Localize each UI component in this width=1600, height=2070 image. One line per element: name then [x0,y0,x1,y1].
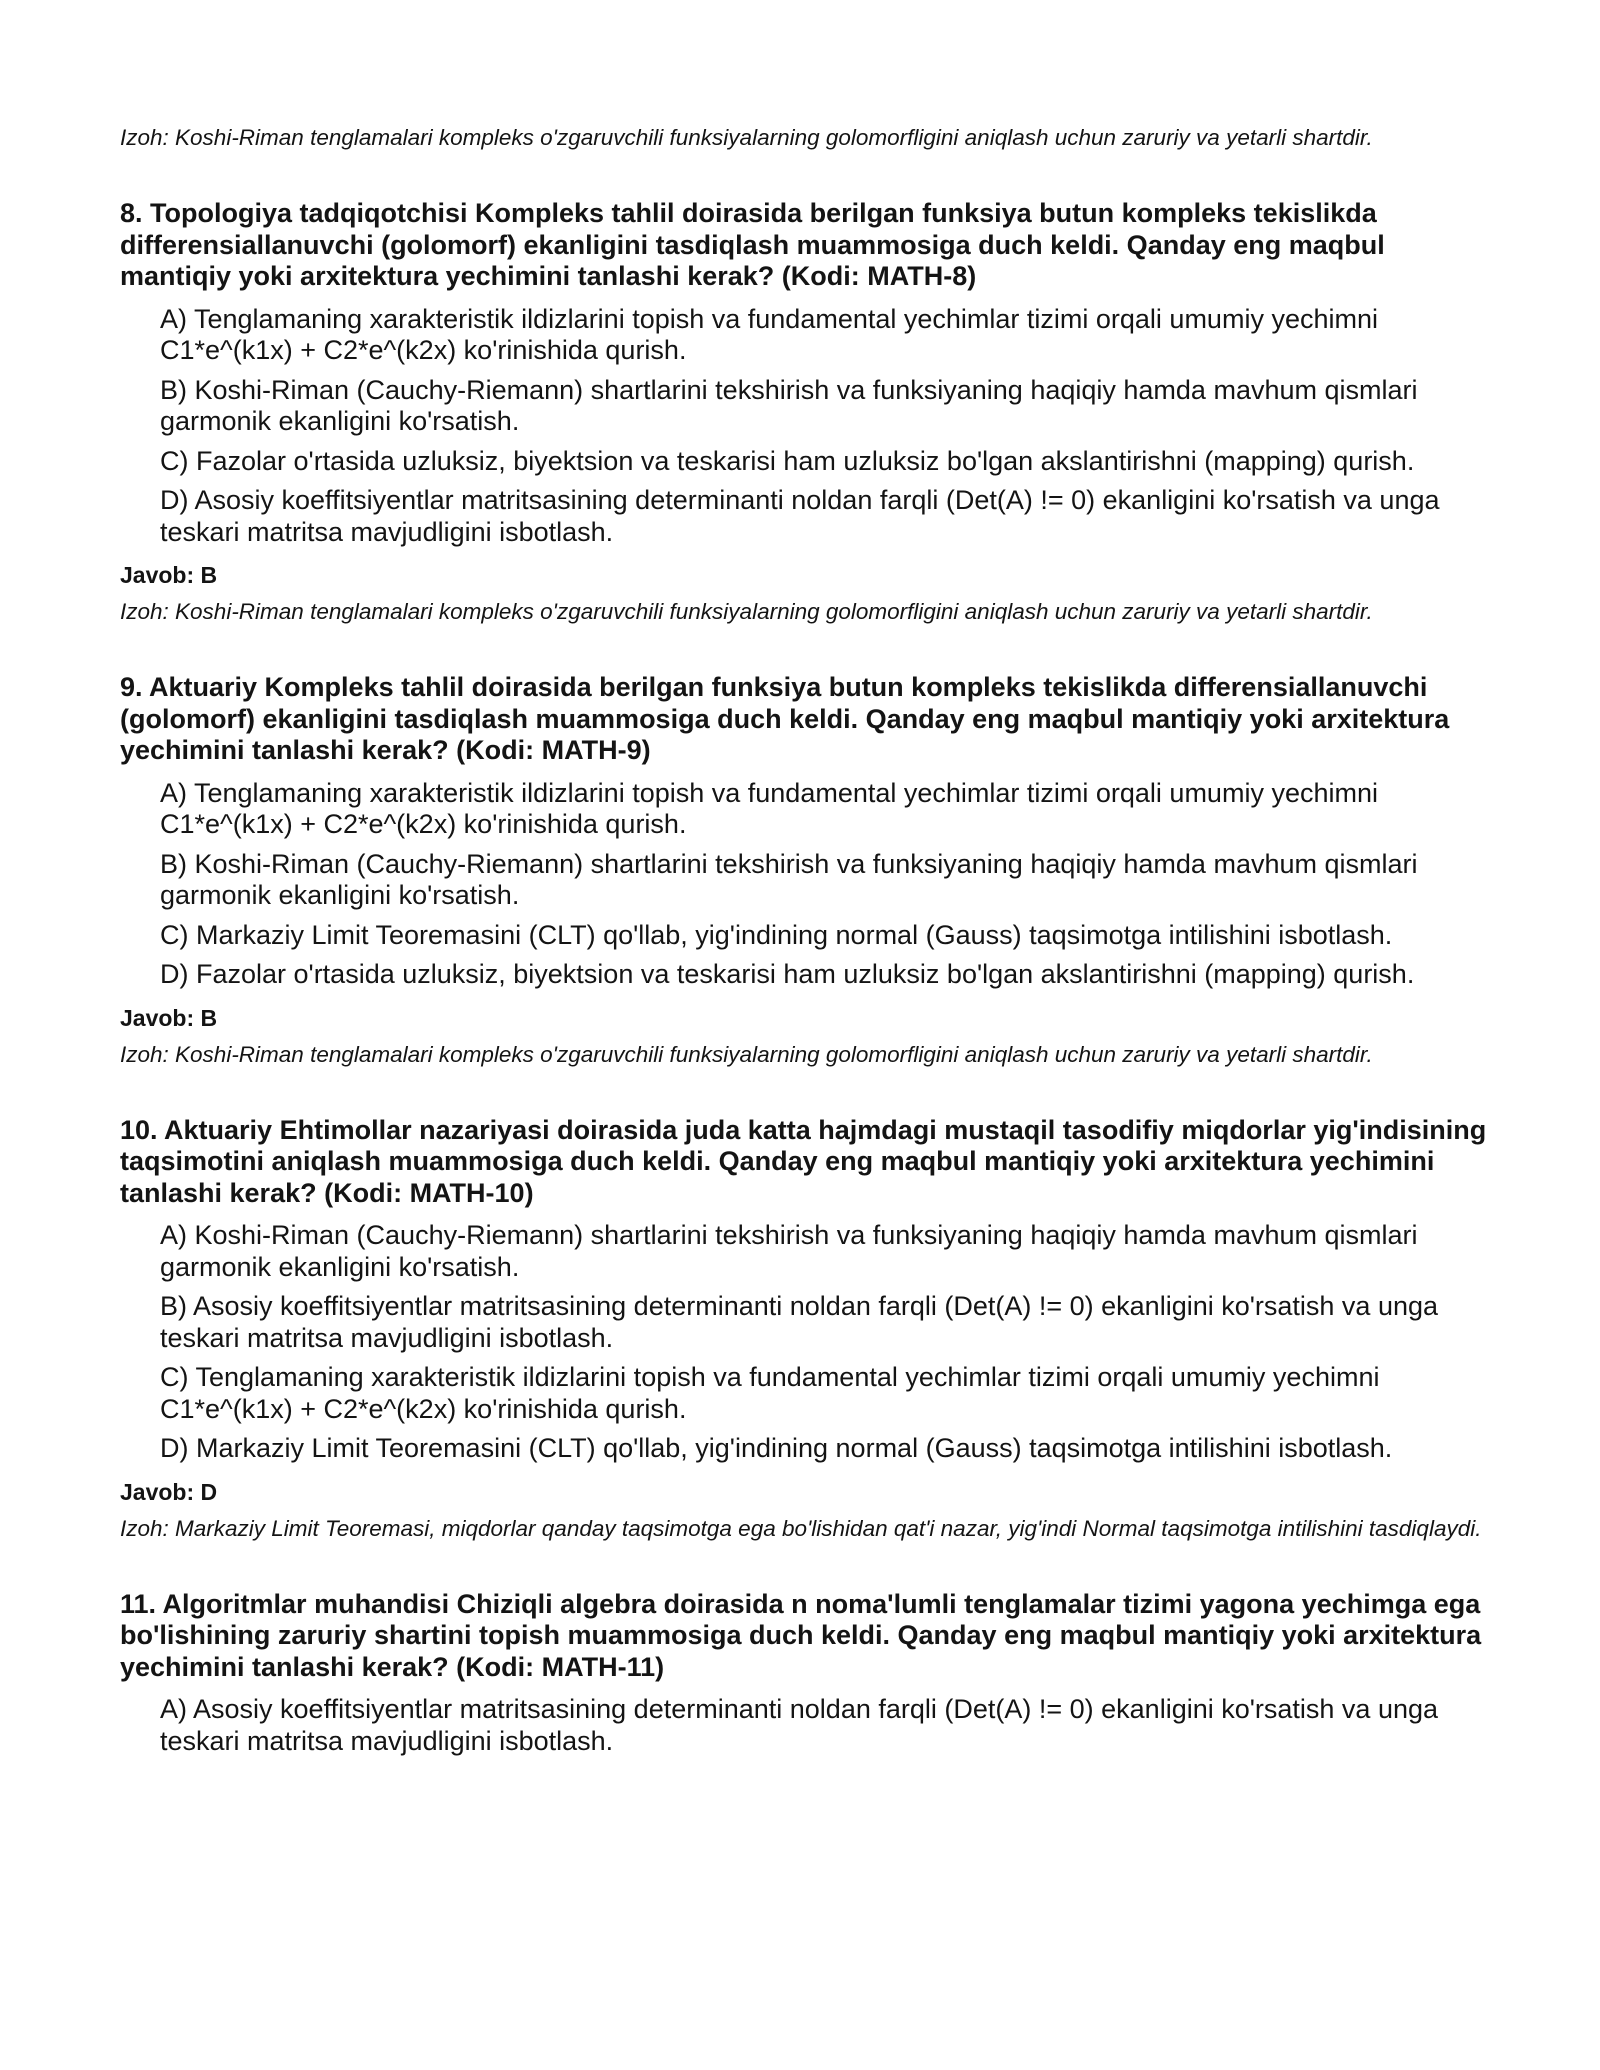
explanation: Izoh: Koshi-Riman tenglamalari kompleks o'zgaruvchili funksiyalarning golomorfligini aniqlash uchun zaruriy va yetarli shartdir. [120,1041,1373,1067]
question-block-11 [120,1589,1490,1758]
question-title: 9. Aktuariy Kompleks tahlil doirasida berilgan funksiya butun kompleks tekislikda differensiallanuvchi (golomorf) ekanligini tasdiqlash muammosiga duch keldi. Qanday eng maqbul mantiqiy yoki arxitektura yechimini tanlashi kerak? (Kodi: MATH-9) [120,672,1450,765]
option-a: A) Asosiy koeffitsiyentlar matritsasining determinanti noldan farqli (Det(A) != 0) ekanligini ko'rsatish va unga teskari matritsa mavjudligini isbotlash. [160,1694,1439,1756]
option-c: C) Fazolar o'rtasida uzluksiz, biyektsion va teskarisi ham uzluksiz bo'lgan akslantirishni (mapping) qurish. [160,445,1415,476]
answer-label: Javob: B [120,1004,218,1031]
option-b: B) Asosiy koeffitsiyentlar matritsasining determinanti noldan farqli (Det(A) != 0) ekanligini ko'rsatish va unga teskari matritsa mavjudligini isbotlash. [160,1291,1439,1353]
question-block-8 [120,198,1490,628]
question-title: 10. Aktuariy Ehtimollar nazariyasi doirasida juda katta hajmdagi mustaqil tasodifiy miqdorlar yig'indisining taqsimotini aniqlash muammosiga duch keldi. Qanday eng maqbul mantiqiy yoki arxitektura yechimini tanlashi kerak? (Kodi: MATH-10) [120,1114,1487,1208]
option-a: A) Tenglamaning xarakteristik ildizlarini topish va fundamental yechimlar tizimi orqali umumiy yechimni C1*e^(k1x) + C2*e^(k2x) ko'rinishida qurish. [160,777,1378,839]
option-a: A) Tenglamaning xarakteristik ildizlarini topish va fundamental yechimlar tizimi orqali umumiy yechimni C1*e^(k1x) + C2*e^(k2x) ko'rinishida qurish. [160,303,1378,365]
option-d: D) Markaziy Limit Teoremasini (CLT) qo'llab, yig'indining normal (Gauss) taqsimotga intilishini isbotlash. [160,1433,1393,1463]
option-b: B) Koshi-Riman (Cauchy-Riemann) shartlarini tekshirish va funksiyaning haqiqiy hamda mavhum qismlari garmonik ekanligini ko'rsatish. [160,374,1418,436]
option-c: C) Tenglamaning xarakteristik ildizlarini topish va fundamental yechimlar tizimi orqali umumiy yechimni C1*e^(k1x) + C2*e^(k2x) ko'rinishida qurish. [160,1362,1380,1424]
option-c: C) Markaziy Limit Teoremasini (CLT) qo'llab, yig'indining normal (Gauss) taqsimotga intilishini isbotlash. [160,919,1393,950]
explanation: Izoh: Koshi-Riman tenglamalari kompleks o'zgaruvchili funksiyalarning golomorfligini aniqlash uchun zaruriy va yetarli shartdir. [120,599,1373,624]
option-a: A) Koshi-Riman (Cauchy-Riemann) shartlarini tekshirish va funksiyaning haqiqiy hamda mavhum qismlari garmonik ekanligini ko'rsatish. [160,1220,1418,1282]
question-block-10 [120,1115,1490,1545]
lead-explanation: Izoh: Koshi-Riman tenglamalari kompleks o'zgaruvchili funksiyalarning golomorfligini aniqlash uchun zaruriy va yetarli shartdir. [120,125,1373,150]
option-d: D) Asosiy koeffitsiyentlar matritsasining determinanti noldan farqli (Det(A) != 0) ekanligini ko'rsatish va unga teskari matritsa mavjudligini isbotlash. [160,485,1440,547]
option-d: D) Fazolar o'rtasida uzluksiz, biyektsion va teskarisi ham uzluksiz bo'lgan akslantirishni (mapping) qurish. [160,959,1415,989]
answer-label: Javob: B [120,562,218,588]
page-content [120,122,1490,1765]
explanation: Izoh: Markaziy Limit Teoremasi, miqdorlar qanday taqsimotga ega bo'lishidan qat'i nazar, yig'indi Normal taqsimotga intilishini tasdiqlaydi. [120,1515,1482,1541]
question-title: 11. Algoritmlar muhandisi Chiziqli algebra doirasida n noma'lumli tenglamalar tizimi yagona yechimga ega bo'lishining zaruriy shartini topish muammosiga duch keldi. Qanday eng maqbul mantiqiy yoki arxitektura yechimini tanlashi kerak? (Kodi: MATH-11) [120,1588,1482,1682]
option-b: B) Koshi-Riman (Cauchy-Riemann) shartlarini tekshirish va funksiyaning haqiqiy hamda mavhum qismlari garmonik ekanligini ko'rsatish. [160,848,1418,910]
question-block-9 [120,672,1490,1071]
question-title: 8. Topologiya tadqiqotchisi Kompleks tahlil doirasida berilgan funksiya butun kompleks tekislikda differensiallanuvchi (golomorf) ekanligini tasdiqlash muammosiga duch keldi. Qanday eng maqbul mantiqiy yoki arxitektura yechimini tanlashi kerak? (Kodi: MATH-8) [120,198,1385,291]
answer-label: Javob: D [120,1478,218,1505]
